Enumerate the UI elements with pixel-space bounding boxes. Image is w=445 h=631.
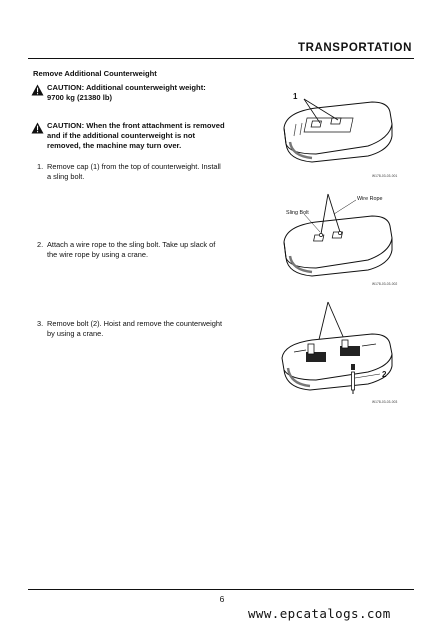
bolt-removal-hoist-illustration xyxy=(276,300,408,400)
figure-1 xyxy=(276,90,408,178)
figure-1-code: W178-03-03-001 xyxy=(372,174,398,178)
step-1-line-1: Remove cap (1) from the top of counterweight. Install xyxy=(47,162,221,171)
step-3-line-2: by using a crane. xyxy=(47,328,104,338)
step-1-number: 1. xyxy=(37,162,44,171)
figure-3 xyxy=(276,300,408,408)
sling-bolt-wire-rope-illustration xyxy=(276,192,408,282)
step-2 xyxy=(37,240,252,262)
step-2-number: 2. xyxy=(37,240,44,249)
step-1-line-2: a sling bolt. xyxy=(47,171,85,181)
step-3 xyxy=(37,319,252,341)
caution-2-line-2: and if the additional counterweight is not xyxy=(47,131,196,140)
warning-triangle-icon xyxy=(31,122,44,134)
caution-1-line-2: 9700 kg (21380 lb) xyxy=(47,93,113,102)
step-1 xyxy=(37,162,252,184)
figure-3-code: W178-03-03-003 xyxy=(372,400,398,404)
step-3-number: 3. xyxy=(37,319,44,328)
caution-2-line-1: CAUTION: When the front attachment is removed xyxy=(47,121,225,130)
label-wire-rope: Wire Rope xyxy=(357,196,383,202)
caution-2-text xyxy=(47,121,267,151)
callout-1: 1 xyxy=(293,92,298,101)
step-2-line-1: Attach a wire rope to the sling bolt. Take up slack of xyxy=(47,240,216,249)
step-3-line-1: Remove bolt (2). Hoist and remove the counterweight xyxy=(47,319,222,328)
warning-triangle-icon xyxy=(31,84,44,96)
caution-1-line-1: CAUTION: Additional counterweight weight: xyxy=(47,83,206,92)
step-2-line-2: the wire rope by using a crane. xyxy=(47,249,149,259)
label-sling-bolt: Sling Bolt xyxy=(286,210,309,216)
figure-2 xyxy=(276,192,408,288)
watermark: www.epcatalogs.com xyxy=(248,606,391,621)
footer-rule xyxy=(28,589,414,590)
counterweight-cap-illustration xyxy=(276,90,408,170)
figure-2-code: W178-03-03-002 xyxy=(372,282,398,286)
header-rule xyxy=(28,58,414,59)
callout-2: 2 xyxy=(382,370,387,379)
caution-2-line-3: removed, the machine may turn over. xyxy=(47,141,182,150)
caution-1-text xyxy=(47,83,257,103)
section-title: Remove Additional Counterweight xyxy=(33,69,157,78)
page-number: 6 xyxy=(219,594,225,604)
page-title: TRANSPORTATION xyxy=(297,42,412,54)
